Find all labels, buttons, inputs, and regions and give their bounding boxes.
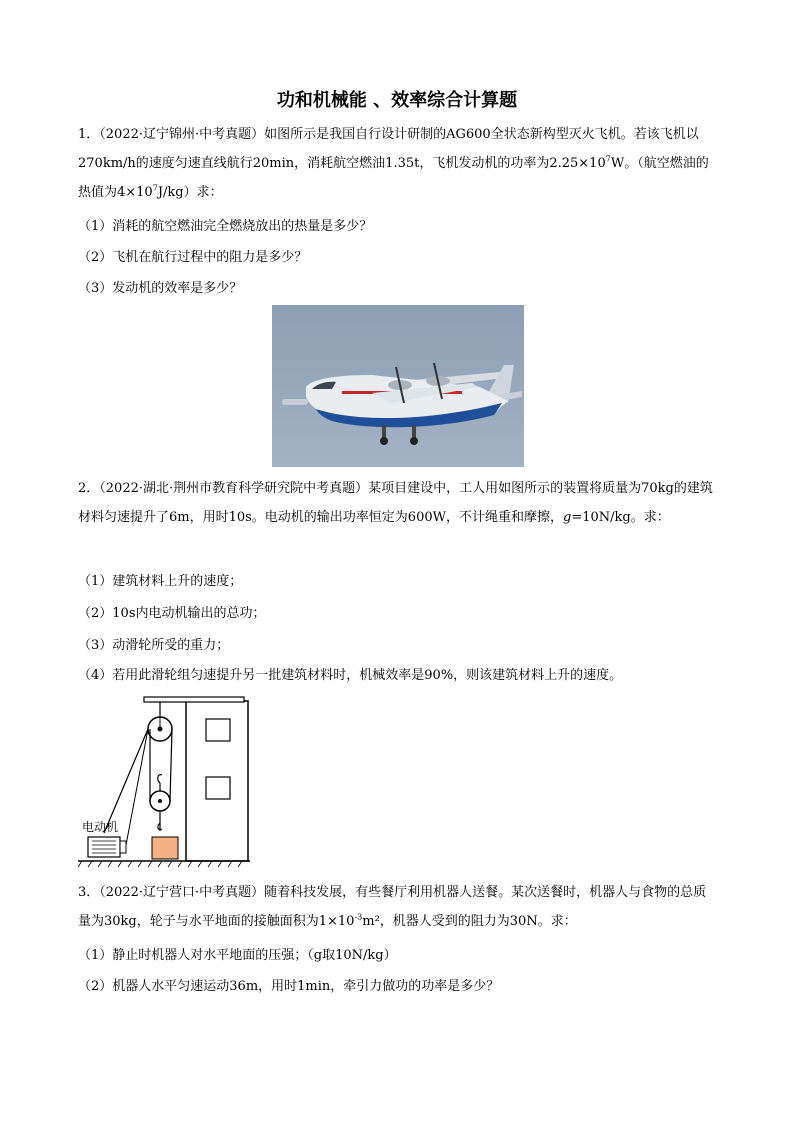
question-2 <box>78 474 718 532</box>
q1-text-a: 1．（2022·辽宁锦州·中考真题）如图所示是我国自行设计研制的AG600全状态新构型灭火飞机。若该飞机以270km/h的速度匀速直线航行20min，消耗航空燃油1.35t，飞机发动机的功率为2.25×10 <box>78 127 699 171</box>
question-3 <box>78 878 718 936</box>
q1-text-c: J/kg）求： <box>157 185 223 200</box>
q1-text-b: W。（航空燃油的热值为4×10 <box>78 156 709 200</box>
motor-label: 电动机 <box>82 820 119 834</box>
q1-heat-exponent: 7 <box>152 183 158 193</box>
q2-text-a: 2．（2022·湖北·荆州市教育科学研究院中考真题）某项目建设中，工人用如图所示的装置将质量为70kg的建筑材料匀速提升了6m，用时10s。电动机的输出功率恒定为600W，不计绳重和摩擦， <box>78 481 713 525</box>
wheel-1 <box>380 437 388 445</box>
building-material <box>152 837 178 859</box>
q2-item-3: （3）动滑轮所受的重力； <box>78 638 230 653</box>
question-1 <box>78 120 718 207</box>
rope-right-fixed <box>170 729 172 801</box>
q2-text-b: =10N/kg。求： <box>571 510 670 525</box>
top-beam <box>144 697 244 702</box>
q3-text-b: m²，机器人受到的阻力为30N。求： <box>362 914 577 929</box>
hook-movable <box>158 775 162 783</box>
movable-pulley-hub <box>158 799 162 803</box>
q1-power-exponent: 7 <box>605 154 611 164</box>
q1-item-3: （3）发动机的效率是多少？ <box>78 281 243 296</box>
building <box>186 701 248 861</box>
electric-motor <box>88 837 120 857</box>
aircraft-photo <box>272 305 524 467</box>
q3-area-exponent: -3 <box>354 912 363 922</box>
q2-item-2: （2）10s内电动机输出的总功； <box>78 606 266 621</box>
motor-rope <box>126 729 148 845</box>
pulley-diagram <box>78 693 258 873</box>
q2-gravity-symbol: g <box>563 510 572 525</box>
q3-text-a: 3．（2022·辽宁营口·中考真题）随着科技发展，有些餐厅利用机器人送餐。某次送餐时，机器人与食物的总质量为30kg，轮子与水平地面的接触面积为1×10 <box>78 885 707 929</box>
q1-item-1: （1）消耗的航空燃油完全燃烧放出的热量是多少？ <box>78 219 373 234</box>
page-title: 功和机械能 、效率综合计算题 <box>276 90 518 111</box>
landing-gear-2 <box>412 425 416 439</box>
motor-drum <box>120 841 126 853</box>
q2-item-4: （4）若用此滑轮组匀速提升另一批建筑材料时，机械效率是90%，则该建筑材料上升的速度。 <box>78 668 623 683</box>
wheel-2 <box>410 437 418 445</box>
landing-gear-1 <box>382 425 386 439</box>
window-bottom <box>206 777 230 799</box>
ground-hatching <box>78 861 242 867</box>
q3-item-2: （2）机器人水平匀速运动36m，用时1min，牵引力做功的功率是多少？ <box>78 979 500 994</box>
wing-float <box>282 399 308 405</box>
q3-item-1: （1）静止时机器人对水平地面的压强；（g取10N/kg） <box>78 948 397 963</box>
window-top <box>206 719 230 741</box>
q2-item-1: （1）建筑材料上升的速度； <box>78 574 243 589</box>
rope-left <box>104 729 148 833</box>
q1-item-2: （2）飞机在航行过程中的阻力是多少？ <box>78 250 308 265</box>
